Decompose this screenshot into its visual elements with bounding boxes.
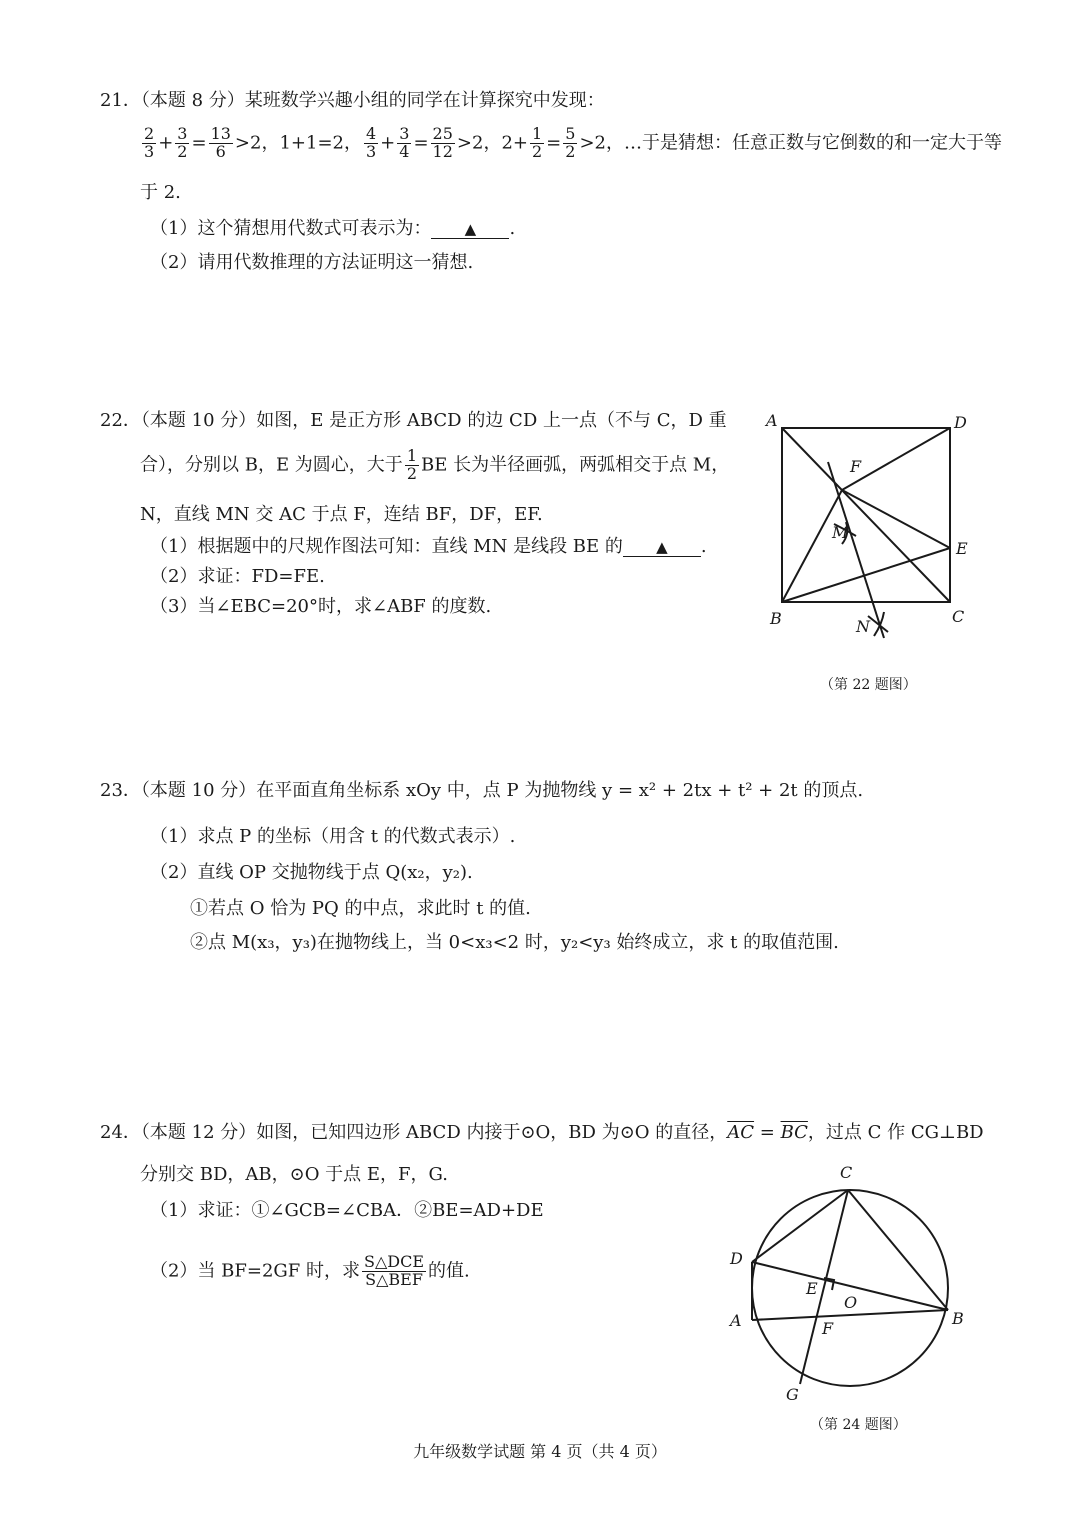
q21-part1 bbox=[150, 218, 515, 240]
q22-line2a: 合），分别以 B，E 为圆心，大于 bbox=[140, 454, 403, 476]
q23-part2: （2）直线 OP 交抛物线于点 Q(x₂，y₂). bbox=[150, 862, 473, 883]
q22-part2: （2）求证：FD=FE. bbox=[150, 566, 325, 587]
q23-sub1: ①若点 O 恰为 PQ 的中点，求此时 t 的值. bbox=[190, 898, 531, 919]
q22-line1: 如图，E 是正方形 ABCD 的边 CD 上一点（不与 C，D 重 bbox=[256, 410, 727, 431]
q22-label-b: B bbox=[770, 609, 782, 628]
q22-header bbox=[100, 410, 727, 432]
q21-calc-text-2: >2，2+ bbox=[456, 132, 528, 154]
q24-label-c: C bbox=[840, 1163, 853, 1182]
q24-segment-cb bbox=[848, 1190, 948, 1310]
q24-label-f: F bbox=[822, 1319, 834, 1338]
q24-circle bbox=[752, 1190, 948, 1386]
q21-frac-2: $\frac{3}{2}$ bbox=[177, 124, 188, 161]
q21-intro: 某班数学兴趣小组的同学在计算探究中发现： bbox=[244, 90, 605, 111]
q22-line-mn bbox=[828, 462, 884, 638]
q22-label-d: D bbox=[954, 413, 967, 432]
q24-figure bbox=[720, 1150, 980, 1410]
q24-part1: （1）求证：①∠GCB=∠CBA．②BE=AD+DE bbox=[150, 1200, 544, 1221]
q22-label-m: M bbox=[832, 523, 849, 542]
q21-header bbox=[100, 90, 605, 112]
q22-part3: （3）当∠EBC=20°时，求∠ABF 的度数. bbox=[150, 596, 492, 617]
q22-caption: （第 22 题图） bbox=[820, 677, 917, 693]
q22-line3: N，直线 MN 交 AC 于点 F，连结 BF，DF，EF. bbox=[140, 504, 543, 525]
q22-label-a: A bbox=[766, 411, 778, 430]
q23-part1: （1）求点 P 的坐标（用含 t 的代数式表示）. bbox=[150, 826, 516, 847]
q21-number: 21． bbox=[100, 90, 141, 111]
q22-part1-text: （1）根据题中的尺规作图法可知：直线 MN 是线段 BE 的 bbox=[150, 536, 623, 557]
q22-label-c: C bbox=[952, 607, 965, 626]
q22-line2 bbox=[140, 448, 729, 483]
q22-number: 22． bbox=[100, 410, 141, 431]
q21-answer-blank: ▲ bbox=[431, 220, 509, 239]
q21-points: （本题 8 分） bbox=[140, 90, 245, 111]
q24-arc-bc: $\overline{BC}$ bbox=[780, 1122, 808, 1143]
q22-figure bbox=[760, 400, 980, 650]
q24-part2 bbox=[150, 1254, 470, 1289]
q21-frac-4: $\frac{4}{3}$ bbox=[365, 124, 377, 161]
q21-calc-text-3: >2，…于是猜想：任意正数与它倒数的和一定大于等 bbox=[579, 132, 1002, 154]
q24-part2b: 的值. bbox=[428, 1260, 470, 1282]
q24-arc-ac: $\overline{AC}$ bbox=[727, 1122, 755, 1143]
q24-eq: = bbox=[754, 1122, 781, 1143]
q24-header bbox=[100, 1122, 984, 1144]
q24-label-b: B bbox=[952, 1309, 964, 1328]
q24-caption: （第 24 题图） bbox=[810, 1417, 907, 1433]
q22-segment-ef bbox=[842, 490, 950, 548]
q23-number: 23． bbox=[100, 780, 141, 801]
q22-points: （本题 10 分） bbox=[140, 410, 257, 431]
q24-number: 24． bbox=[100, 1122, 141, 1143]
q24-points: （本题 12 分） bbox=[140, 1122, 257, 1143]
q24-line2: 分别交 BD，AB，⊙O 于点 E，F，G. bbox=[140, 1164, 448, 1185]
q23-line1: 在平面直角坐标系 xOy 中，点 P 为抛物线 y = x² + 2tx + t² + 2t 的顶点. bbox=[256, 780, 864, 801]
q21-calc-end: 于 2. bbox=[140, 182, 181, 203]
q24-line1b: ，过点 C 作 CG⊥BD bbox=[807, 1122, 984, 1143]
q22-label-n: N bbox=[856, 617, 870, 636]
q24-part2a: （2）当 BF=2GF 时，求 bbox=[150, 1260, 361, 1282]
q24-label-a: A bbox=[730, 1311, 742, 1330]
q21-frac-1: $\frac{2}{3}$ bbox=[144, 124, 155, 161]
q22-label-e: E bbox=[956, 539, 968, 558]
q22-line2b: BE 长为半径画弧，两弧相交于点 M， bbox=[421, 454, 730, 476]
q21-frac-5: $\frac{3}{4}$ bbox=[399, 124, 410, 161]
q24-label-e: E bbox=[806, 1279, 818, 1298]
q21-frac-3: $\frac{13}{6}$ bbox=[210, 124, 231, 161]
q24-line1a: 如图，已知四边形 ABCD 内接于⊙O，BD 为⊙O 的直径， bbox=[256, 1122, 728, 1143]
q22-label-f: F bbox=[850, 457, 862, 476]
q22-part1-end: . bbox=[700, 536, 707, 557]
q23-points: （本题 10 分） bbox=[140, 780, 257, 801]
q24-area-ratio: $\frac{\text{S△DCE}}{\text{S△BEF}}$ bbox=[364, 1252, 425, 1289]
q23-sub2: ②点 M(x₃，y₃)在抛物线上，当 0<x₃<2 时，y₂<y₃ 始终成立，求 t 的取值范围. bbox=[190, 932, 839, 953]
page-footer: 九年级数学试题 第 4 页（共 4 页） bbox=[413, 1442, 667, 1461]
q21-calc-line: $\frac{2}{3}$ + $\frac{3}{2}$ = $\frac{13}{6}$ >2，1+1=2， $\frac{4}{3}$ + $\frac{3}{4}$ = $\frac{25}{12}$ >2，2+ $\frac{1}{2}$ = $\frac{5}{2}$ >2，…于是猜想：任意正数与它倒数的和一定大于等 bbox=[144, 124, 1002, 161]
q21-frac-6: $\frac{25}{12}$ bbox=[432, 124, 453, 161]
q23-header bbox=[100, 780, 863, 802]
q21-frac-7: $\frac{1}{2}$ bbox=[531, 124, 543, 161]
q24-label-o: O bbox=[844, 1293, 858, 1312]
q24-label-g: G bbox=[786, 1385, 799, 1404]
q21-part1-text: （1）这个猜想用代数式可表示为： bbox=[150, 218, 432, 239]
q21-part1-end: . bbox=[509, 218, 516, 239]
q24-label-d: D bbox=[730, 1249, 743, 1268]
q21-calc-text: >2，1+1=2， bbox=[234, 132, 362, 154]
q22-answer-blank: ▲ bbox=[623, 538, 701, 557]
q22-half-frac: $\frac{1}{2}$ bbox=[406, 446, 417, 483]
q21-part2: （2）请用代数推理的方法证明这一猜想. bbox=[150, 252, 474, 273]
q22-part1 bbox=[150, 536, 707, 558]
q21-frac-8: $\frac{5}{2}$ bbox=[565, 124, 576, 161]
